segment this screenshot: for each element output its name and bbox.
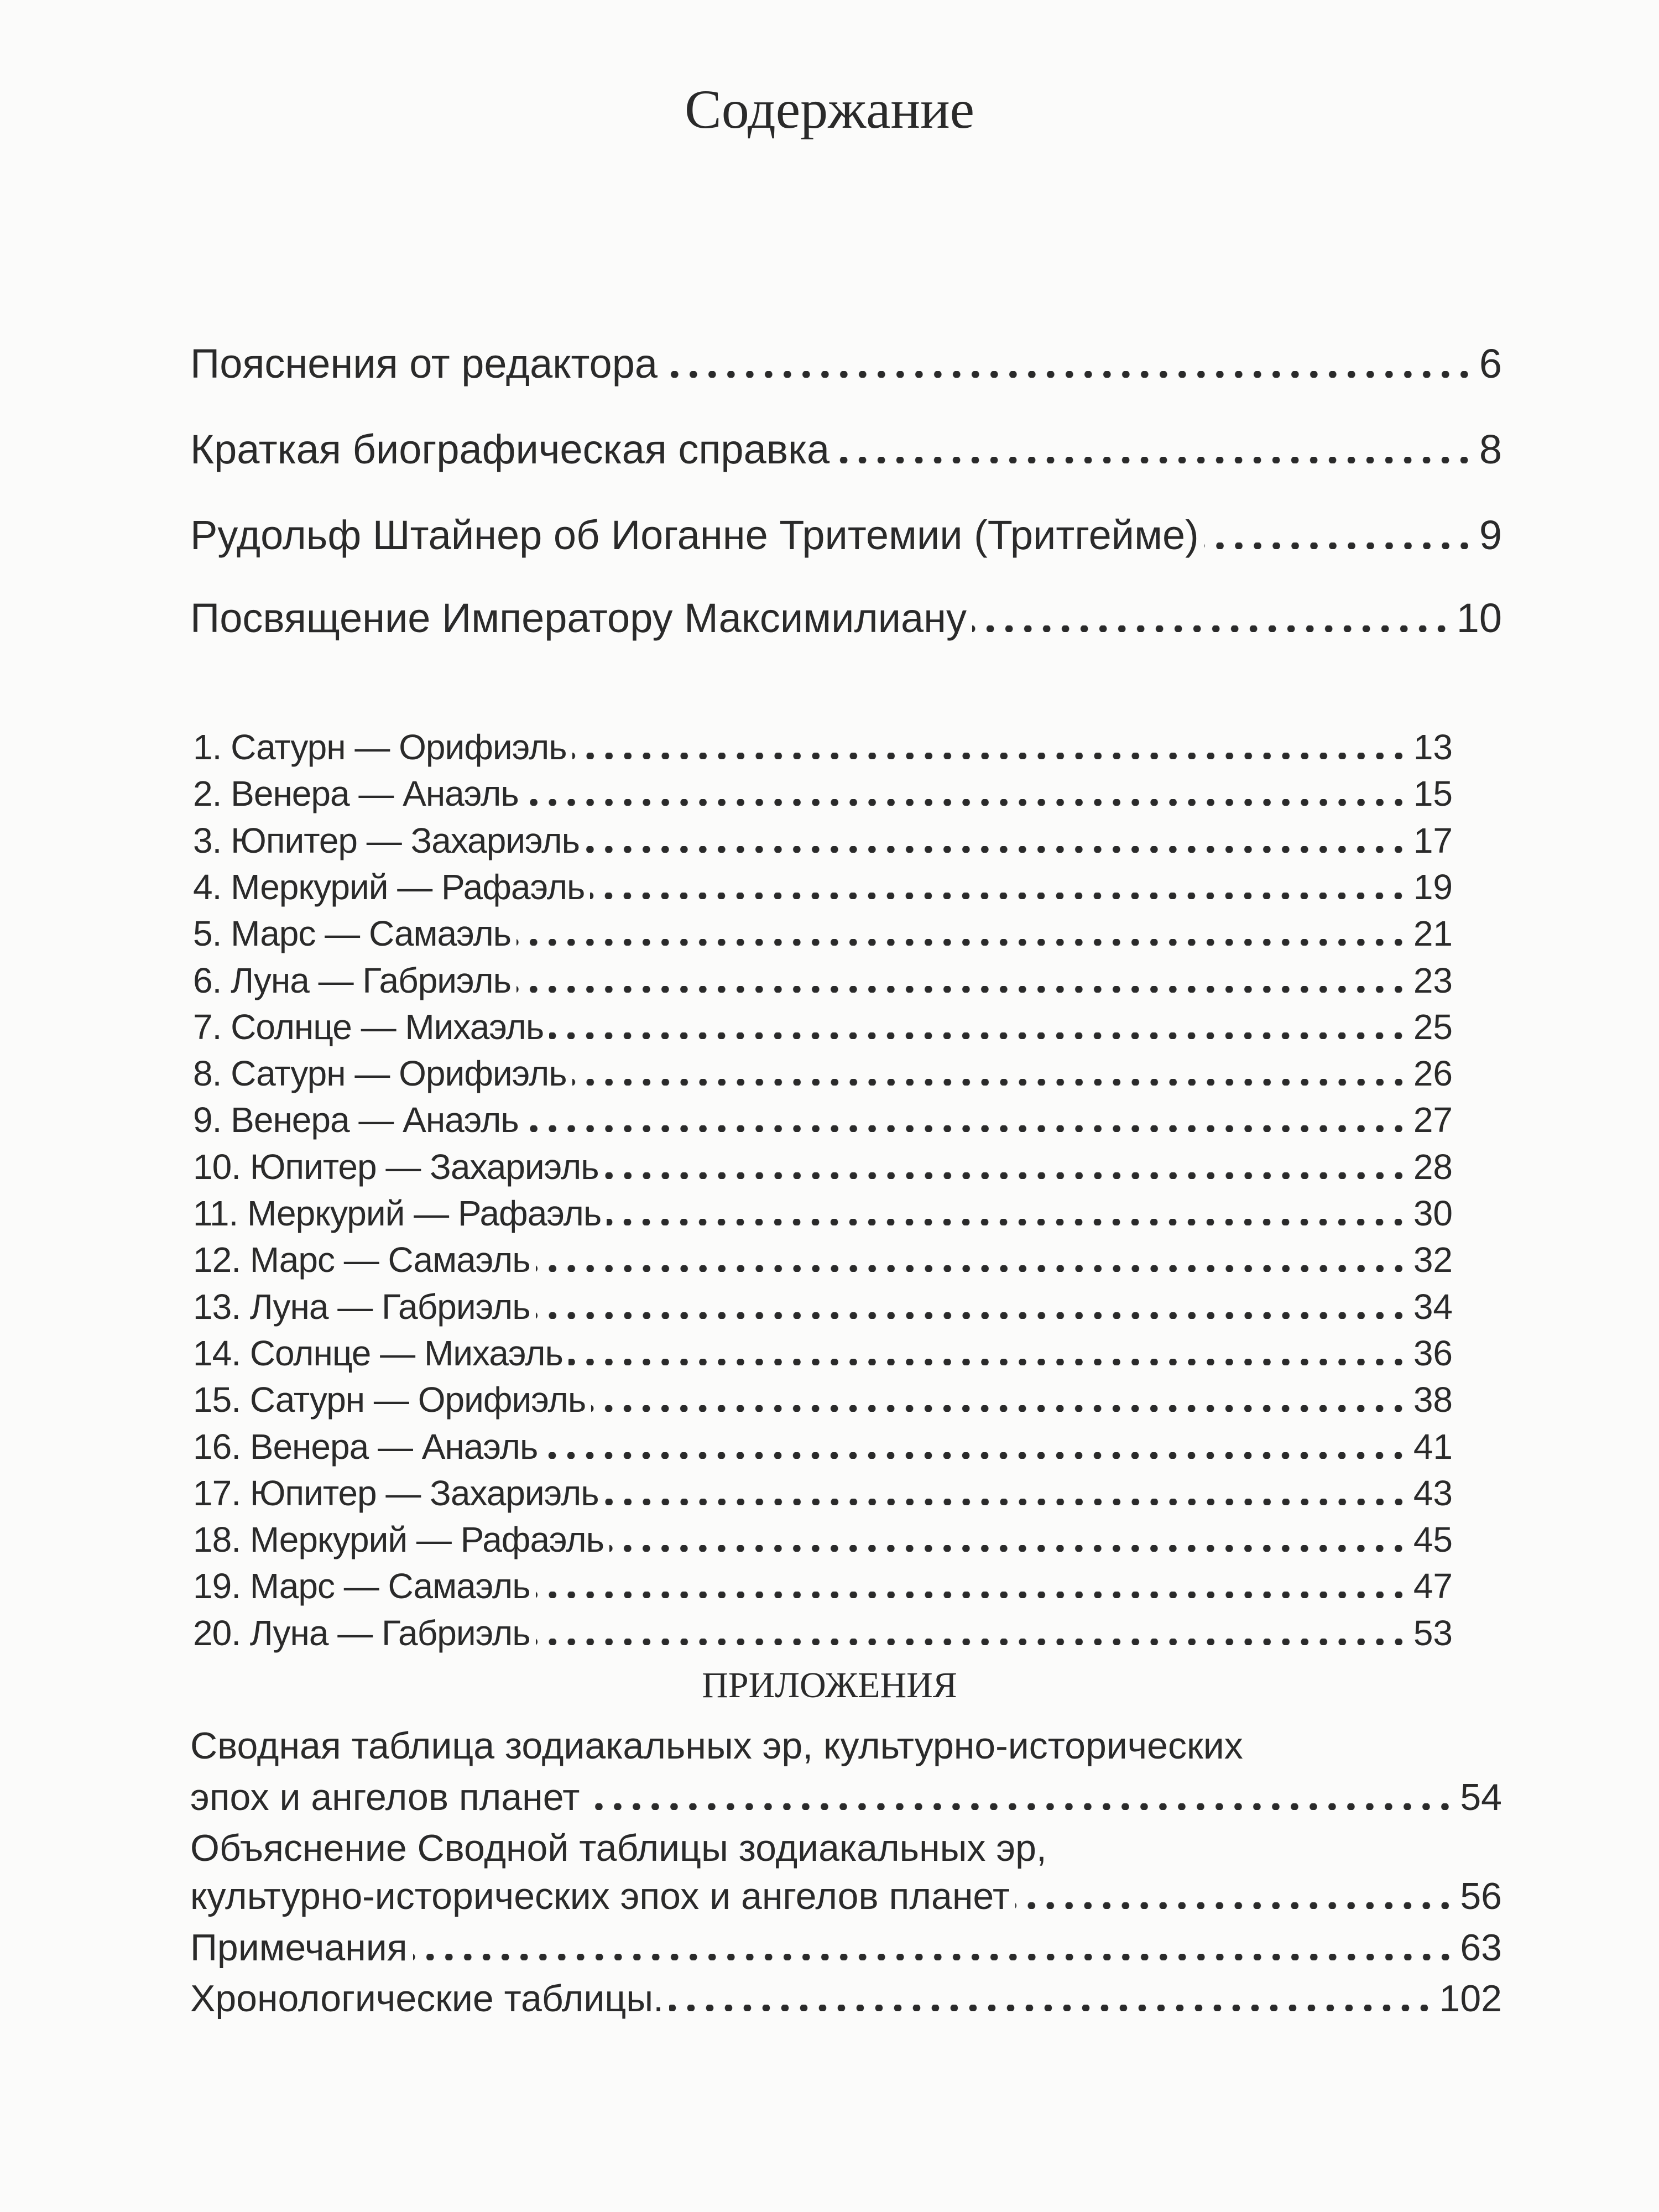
toc-entry-page: 25 [1413, 1006, 1453, 1047]
dot-leader [572, 1079, 1408, 1086]
toc-entry-title: 9. Венера — Анаэль [193, 1100, 519, 1140]
toc-entry-page: 8 [1479, 426, 1502, 472]
toc-entry[interactable] [193, 1053, 1453, 1094]
toc-entry[interactable] [193, 1239, 1453, 1280]
dot-leader [972, 625, 1451, 632]
toc-entry-page: 34 [1413, 1286, 1453, 1327]
toc-entry-page: 13 [1413, 727, 1453, 767]
toc-entry-title: 10. Юпитер — Захариэль [193, 1146, 599, 1187]
toc-entry-title: 19. Марс — Самаэль [193, 1566, 530, 1606]
dot-leader [524, 1125, 1408, 1132]
toc-entry[interactable] [193, 913, 1453, 954]
dot-leader [536, 1592, 1408, 1598]
page-title: Содержание [685, 79, 974, 140]
toc-entry[interactable] [193, 1566, 1453, 1606]
toc-entry[interactable] [193, 1099, 1453, 1140]
toc-entry-title: 15. Сатурн — Орифиэль [193, 1380, 586, 1420]
toc-entry[interactable] [193, 1519, 1453, 1560]
toc-entry-page: 15 [1413, 774, 1453, 814]
toc-entry-title: 18. Меркурий — Рафаэль [193, 1520, 604, 1560]
dot-leader [609, 1545, 1408, 1552]
toc-entry-title: Объяснение Сводной таблицы зодиакальных эр, [190, 1827, 1047, 1869]
toc-entry[interactable] [190, 1977, 1502, 2020]
toc-entry[interactable] [193, 1333, 1453, 1374]
toc-entry-page: 32 [1413, 1240, 1453, 1280]
toc-entry[interactable] [193, 1006, 1453, 1047]
toc-entry-title: Краткая биографическая справка [190, 426, 830, 472]
dot-leader [1204, 542, 1474, 549]
toc-entry-title: 13. Луна — Габриэль [193, 1286, 530, 1327]
toc-entry[interactable] [193, 1426, 1453, 1467]
toc-entry[interactable] [190, 1926, 1502, 1969]
toc-entry[interactable] [193, 1193, 1453, 1234]
dot-leader [604, 1172, 1408, 1179]
dot-leader [1015, 1902, 1454, 1909]
toc-entry-page: 26 [1413, 1053, 1453, 1094]
toc-entry[interactable] [190, 1827, 1502, 1870]
toc-entry-page: 45 [1413, 1520, 1453, 1560]
toc-entry-title: Посвящение Императору Максимилиану [190, 595, 967, 641]
toc-entry-page: 30 [1413, 1193, 1453, 1233]
toc-entry-page: 23 [1413, 960, 1453, 1000]
toc-entry-title: 20. Луна — Габриэль [193, 1613, 530, 1653]
toc-entry[interactable] [193, 960, 1453, 1001]
dot-leader [591, 1405, 1408, 1412]
toc-entry-title: 7. Солнце — Михаэль [193, 1006, 544, 1047]
dot-leader [572, 753, 1408, 759]
dot-leader [663, 371, 1474, 378]
dot-leader [590, 893, 1407, 899]
toc-entry-page: 27 [1413, 1100, 1453, 1140]
toc-entry[interactable] [193, 820, 1453, 861]
toc-entry-title: Рудольф Штайнер об Иоганне Тритемии (Тритгейме) [190, 512, 1199, 558]
toc-entry-title: 4. Меркурий — Рафаэль [193, 867, 585, 907]
toc-entry[interactable] [193, 867, 1453, 907]
toc-entry[interactable] [193, 1379, 1453, 1420]
toc-entry[interactable] [190, 340, 1502, 387]
dot-leader [669, 2005, 1433, 2011]
toc-entry-page: 53 [1413, 1613, 1453, 1653]
toc-entry-title: 17. Юпитер — Захариэль [193, 1473, 599, 1513]
toc-entry-title: 11. Меркурий — Рафаэль [193, 1193, 602, 1233]
toc-entry-title: 16. Венера — Анаэль [193, 1426, 538, 1467]
toc-entry-page: 21 [1413, 914, 1453, 954]
toc-entry-title: 3. Юпитер — Захариэль [193, 820, 580, 860]
appendix-heading: ПРИЛОЖЕНИЯ [702, 1665, 957, 1705]
toc-entry-page: 10 [1456, 595, 1502, 641]
toc-entry-title: 5. Марс — Самаэль [193, 914, 511, 954]
dot-leader [536, 1639, 1408, 1645]
toc-entry[interactable] [193, 1613, 1453, 1653]
toc-entry[interactable] [190, 512, 1502, 559]
toc-entry-title: 6. Луна — Габриэль [193, 960, 511, 1000]
toc-entry-page: 6 [1479, 341, 1502, 387]
toc-entry-page: 9 [1479, 512, 1502, 558]
toc-entry-title: Хронологические таблицы. [190, 1978, 664, 2020]
dot-leader [536, 1265, 1408, 1272]
toc-entry-page: 28 [1413, 1146, 1453, 1187]
toc-entry-title: 12. Марс — Самаэль [193, 1240, 530, 1280]
toc-entry[interactable] [190, 1875, 1502, 1918]
toc-entry-title: эпох и ангелов планет [190, 1776, 580, 1818]
toc-entry-page: 41 [1413, 1426, 1453, 1467]
dot-leader [543, 1452, 1408, 1459]
dot-leader [835, 457, 1474, 463]
toc-entry-title: 1. Сатурн — Орифиэль [193, 727, 567, 767]
toc-entry[interactable] [190, 1776, 1502, 1819]
toc-entry[interactable] [193, 773, 1453, 814]
toc-entry-page: 56 [1460, 1875, 1502, 1917]
toc-entry[interactable] [193, 727, 1453, 768]
toc-entry-page: 36 [1413, 1333, 1453, 1373]
toc-entry[interactable] [190, 1724, 1502, 1767]
dot-leader [413, 1954, 1455, 1960]
toc-entry-page: 54 [1460, 1776, 1502, 1818]
toc-entry-page: 19 [1413, 867, 1453, 907]
toc-entry-title: 8. Сатурн — Орифиэль [193, 1053, 567, 1094]
dot-leader [549, 1032, 1408, 1039]
dot-leader [585, 1803, 1454, 1810]
dot-leader [607, 1219, 1408, 1225]
toc-entry-page: 38 [1413, 1380, 1453, 1420]
toc-entry-page: 102 [1439, 1978, 1502, 2020]
toc-entry[interactable] [190, 594, 1502, 641]
toc-entry-title: Сводная таблица зодиакальных эр, культурно-исторических [190, 1725, 1243, 1767]
toc-entry-page: 43 [1413, 1473, 1453, 1513]
dot-leader [604, 1499, 1408, 1505]
toc-entry-page: 47 [1413, 1566, 1453, 1606]
toc-entry-title: культурно-исторических эпох и ангелов планет [190, 1875, 1010, 1917]
toc-entry-title: 14. Солнце — Михаэль [193, 1333, 563, 1373]
toc-entry-title: Примечания [190, 1927, 408, 1969]
dot-leader [517, 939, 1408, 946]
toc-entry[interactable] [193, 1473, 1453, 1514]
dot-leader [524, 799, 1408, 806]
toc-entry-page: 63 [1460, 1927, 1502, 1969]
toc-entry[interactable] [193, 1286, 1453, 1327]
dot-leader [585, 846, 1408, 853]
toc-entry-page: 17 [1413, 820, 1453, 860]
toc-entry[interactable] [190, 426, 1502, 473]
dot-leader [568, 1359, 1408, 1365]
toc-entry-title: Пояснения от редактора [190, 341, 658, 387]
toc-entry[interactable] [193, 1146, 1453, 1187]
dot-leader [536, 1312, 1408, 1319]
dot-leader [517, 986, 1408, 993]
toc-entry-title: 2. Венера — Анаэль [193, 774, 519, 814]
